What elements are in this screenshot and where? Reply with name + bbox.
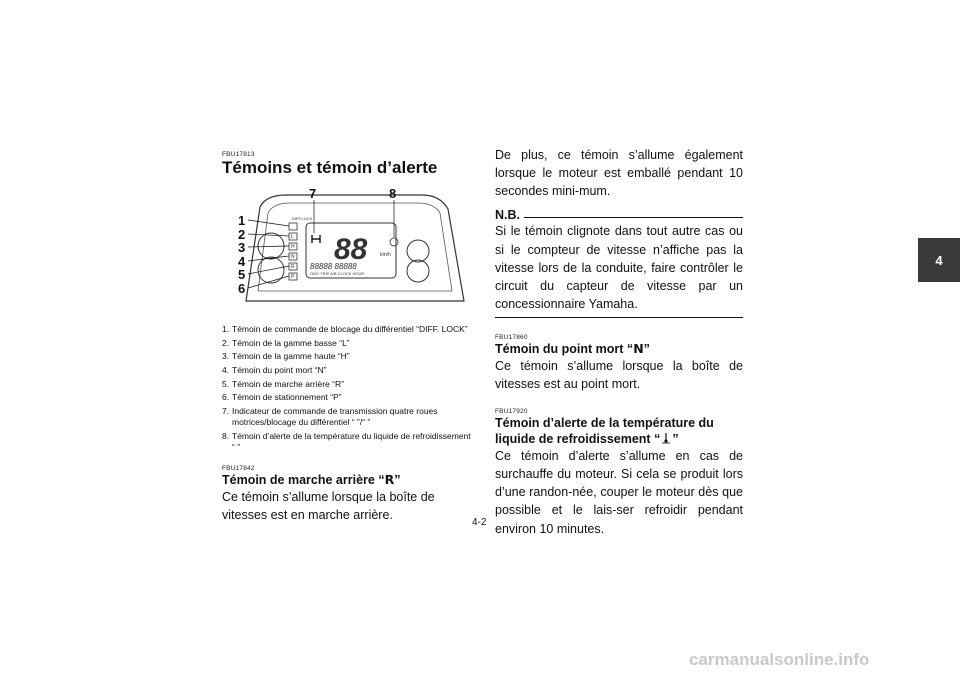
lcd-small-digits: 88888 88888	[310, 262, 357, 271]
lcd-digits: 88	[334, 233, 368, 266]
section-code: FBU17920	[495, 407, 528, 415]
neutral-n-icon: N	[633, 341, 644, 356]
page-number: 4-2	[472, 517, 487, 528]
heading-text-end: ”	[394, 473, 401, 487]
panel-label-l: L	[291, 234, 294, 240]
heading-text: Témoin de marche arrière “	[222, 473, 385, 487]
callout-8: 8	[389, 186, 397, 201]
heading-text: Témoin d’alerte de la température du liquide de refroidissement “	[495, 415, 714, 446]
indicator-lamps	[289, 223, 297, 280]
reverse-section	[222, 465, 472, 525]
panel-label-n: N	[291, 254, 295, 260]
list-item	[222, 406, 472, 428]
section-body: Ce témoin s’allume lorsque la boîte de vitesses est en marche arrière.	[222, 490, 435, 523]
coolant-section	[495, 408, 743, 538]
legend-list	[222, 324, 472, 455]
item-number: 2.	[222, 337, 230, 348]
item-text: Indicateur de commande de transmission quatre roues motrices/blocage du différentiel “ ”/“ ”	[232, 405, 438, 427]
list-item	[222, 324, 472, 335]
list-item	[222, 392, 472, 403]
item-number: 5.	[222, 378, 230, 389]
intro-paragraph: De plus, ce témoin s’allume également lorsque le moteur est emballé pendant 10 secondes mini-mum.	[495, 148, 743, 199]
nb-header	[495, 208, 743, 222]
section-heading	[495, 415, 743, 448]
item-number: 4.	[222, 364, 230, 375]
item-number: 1.	[222, 324, 230, 334]
right-column	[495, 146, 743, 538]
instrument-cluster-figure	[226, 183, 472, 313]
item-text: Témoin d’alerte de la température du liquide de refroidissement “ ”	[232, 430, 471, 452]
watermark-footer: carmanualsonline.info	[689, 650, 870, 669]
item-number: 8.	[222, 430, 230, 441]
chapter-tab: 4	[918, 238, 960, 282]
item-text: Témoin du point mort “N”	[232, 364, 327, 375]
section-code: FBU17860	[495, 334, 528, 341]
nb-rule	[524, 217, 743, 218]
page-title: Témoins et témoin d’alerte	[222, 158, 438, 177]
item-text: Témoin de commande de blocage du différentiel “DIFF. LOCK”	[232, 324, 468, 334]
callout-4: 4	[238, 254, 246, 269]
left-column	[222, 151, 472, 178]
list-item	[222, 338, 472, 349]
heading-text: Témoin du point mort “	[495, 342, 634, 356]
heading-text-end: ”	[643, 342, 650, 356]
lcd-odo-line: ODO TRIP A/B CLOCK HOUR	[310, 271, 365, 276]
callout-2: 2	[238, 227, 246, 242]
nb-label: N.B.	[495, 208, 520, 223]
diff-lock-label: DIFF.LOCK	[292, 216, 313, 221]
callout-6: 6	[238, 281, 246, 296]
panel-label-r: R	[291, 264, 295, 270]
four-wheel-drive-icon	[312, 235, 320, 243]
lcd-speed-unit: km/h	[380, 252, 391, 258]
coolant-temp-warning-icon	[390, 238, 398, 246]
item-text: Témoin de la gamme basse “L”	[232, 337, 350, 348]
callout-5: 5	[238, 267, 246, 282]
neutral-section	[495, 334, 743, 394]
list-item	[222, 431, 472, 453]
panel-label-p: P	[291, 274, 295, 280]
section-code: FBU17813	[222, 151, 255, 158]
list-item	[222, 379, 472, 390]
coolant-temp-icon	[660, 432, 672, 444]
item-text: Témoin de la gamme haute “H”	[232, 351, 350, 362]
item-text: Témoin de marche arrière “R”	[232, 378, 344, 389]
item-number: 7.	[222, 405, 230, 416]
reverse-r-icon: R	[384, 472, 395, 487]
section-heading	[495, 341, 743, 357]
section-heading	[222, 472, 472, 488]
item-text: Témoin de stationnement “P”	[232, 392, 342, 403]
section-code: FBU17842	[222, 465, 255, 472]
nb-end-rule	[495, 317, 743, 318]
nb-text: Si le témoin clignote dans tout autre cas ou si le compteur de vitesse n’affiche pas la vitesse lors de la conduite, faire contrôler le circuit du capteur de vitesse par un concessionnaire Yamaha.	[495, 224, 743, 311]
list-item	[222, 365, 472, 376]
list-item	[222, 351, 472, 362]
panel-label-h: H	[291, 244, 295, 250]
item-number: 3.	[222, 351, 230, 362]
section-body: Ce témoin s’allume lorsque la boîte de vitesses est au point mort.	[495, 359, 743, 392]
callout-3: 3	[238, 240, 246, 255]
item-number: 6.	[222, 392, 230, 403]
section-body: Ce témoin d’alerte s’allume en cas de surchauffe du moteur. Si cela se produit lors d’une randon-née, couper le moteur dès que possible et le lais-ser refroidir pendant environ 10 minutes.	[495, 449, 743, 536]
callout-1: 1	[238, 213, 246, 228]
callout-7: 7	[309, 186, 317, 201]
heading-text-end: ”	[672, 431, 679, 446]
